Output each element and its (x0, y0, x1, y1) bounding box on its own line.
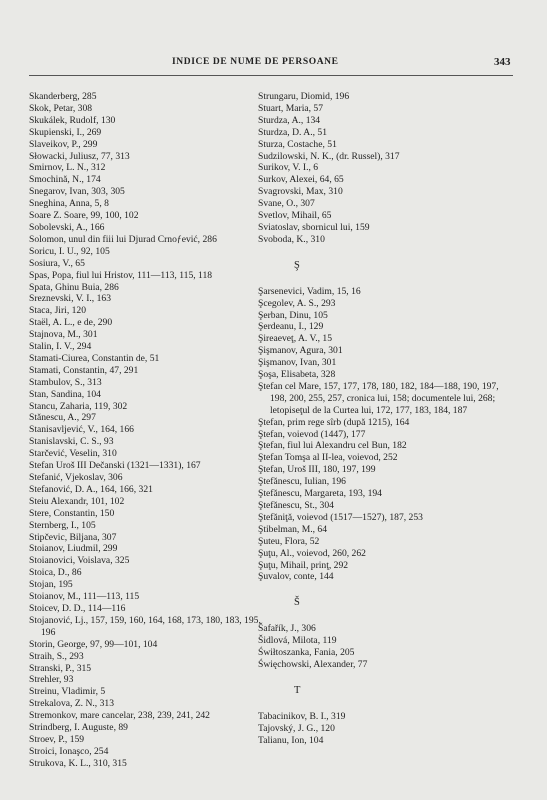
index-entry: Stefanić, Vjekoslav, 306 (29, 472, 123, 483)
index-entry: Stoicev, D. D., 114—116 (29, 602, 126, 614)
index-entry: Stanislavski, C. S., 93 (29, 436, 114, 448)
index-entry: Stroev, P., 159 (29, 733, 85, 745)
index-entry: Svoboda, K., 310 (258, 233, 325, 245)
index-entry: Stănescu, A., 297 (29, 412, 96, 424)
index-entry: Sneghina, Anna, 5, 8 (29, 198, 109, 210)
header-rule (29, 75, 513, 76)
letter-heading-t: T (294, 684, 301, 696)
index-entry: Sturdza, D. A., 51 (258, 126, 328, 138)
index-entry: Sviatoslav, sbornicul lui, 159 (258, 221, 370, 233)
index-entry: Spas, Popa, fiul lui Hristov, 111—113, 115, 118 (29, 269, 213, 281)
index-entry: Steiu Alexandr, 101, 102 (29, 495, 125, 507)
index-entry: Ştefănescu, St., 304 (258, 500, 334, 511)
index-entry: Smirnov, L. N., 312 (29, 162, 106, 174)
index-entry: Sosiura, V., 65 (29, 257, 85, 269)
index-entry: Solomon, unul din fiii lui Djurad Crnoƒević, 286 (29, 233, 217, 245)
index-entry: Snegarov, Ivan, 303, 305 (29, 186, 125, 198)
index-entry: Slaveikov, P., 299 (29, 138, 98, 150)
index-entry: Şuvalov, conte, 144 (258, 571, 334, 583)
index-column-right (258, 91, 516, 747)
index-entry: Strungaru, Diomid, 196 (258, 91, 350, 102)
index-entry: Staca, Jiri, 120 (29, 305, 87, 317)
index-entry: Staël, A. L., e de, 290 (29, 317, 113, 329)
index-entry: Stojan, 195 (29, 579, 73, 591)
index-entry: Straih, S., 293 (29, 650, 84, 662)
index-entry: Strindberg, I. Auguste, 89 (29, 722, 128, 734)
index-entry: Skok, Petar, 308 (29, 102, 93, 114)
index-entry: Sudzilowski, N. K., (dr. Russel), 317 (258, 150, 400, 162)
index-entry: Şişmanov, Agura, 301 (258, 345, 343, 357)
index-entry: Stajnova, M., 301 (29, 329, 98, 341)
index-entry: Şoşa, Elisabeta, 328 (258, 369, 336, 381)
index-entry: Storin, George, 97, 99—101, 104 (29, 638, 158, 650)
index-entry: Stamati-Ciurea, Constantin de, 51 (29, 352, 160, 364)
index-entry: Stoianovici, Voislava, 325 (29, 555, 130, 567)
index-entry: Şcegolev, A. S., 293 (258, 297, 336, 309)
index-entry: Stamati, Constantin, 47, 291 (29, 364, 139, 376)
index-entry: Ştefan, voievod (1447), 177 (258, 428, 366, 440)
index-entry: Święchowski, Alexander, 77 (258, 658, 368, 670)
index-entry: Şerban, Dinu, 105 (258, 309, 328, 321)
index-entry: Skukálek, Rudolf, 130 (29, 114, 116, 126)
index-entry: Ştefan Tomşa al II-lea, voievod, 252 (258, 452, 398, 464)
index-entry: Stefanović, D. A., 164, 166, 321 (29, 483, 153, 495)
index-entry: Surkov, Alexei, 64, 65 (258, 174, 344, 186)
index-entry: Stalin, I. V., 294 (29, 341, 92, 353)
index-entry: Surikov, V. I., 6 (258, 162, 319, 174)
index-entry: Stancu, Zaharia, 119, 302 (29, 400, 128, 412)
index-entry: Sternberg, I., 105 (29, 519, 96, 531)
index-entry: Strekalova, Z. N., 313 (29, 698, 114, 710)
index-entry: Šafařík, J., 306 (258, 623, 316, 635)
index-entry: Šidlová, Milota, 119 (258, 635, 337, 647)
index-entry: Strukova, K. L., 310, 315 (29, 757, 127, 769)
index-entry: Stremonkov, mare cancelar, 238, 239, 241, 242 (29, 710, 210, 722)
index-entry: Ştefan, fiul lui Alexandru cel Bun, 182 (258, 440, 407, 452)
index-entry: Ştefan, Uroš III, 180, 197, 199 (258, 464, 376, 476)
index-entry: Skupienski, I., 269 (29, 126, 102, 138)
index-entry: Şişmanov, Ivan, 301 (258, 357, 337, 369)
index-entry: Ştefăniţă, voievod (1517—1527), 187, 253 (258, 511, 423, 523)
index-entry: Stoianov, M., 111—113, 115 (29, 591, 140, 603)
index-entry: Svane, O., 307 (258, 198, 315, 210)
index-entry: Soricu, I. U., 92, 105 (29, 245, 110, 257)
index-entry: Spata, Ghinu Buia, 286 (29, 281, 119, 293)
running-title: INDICE DE NUME DE PERSOANE (172, 57, 339, 67)
index-column-left (29, 91, 269, 770)
index-entry: Stere, Constantin, 150 (29, 507, 115, 519)
index-entry: Skanderberg, 285 (29, 91, 97, 102)
index-entry: Stefan Uroš III Dečanski (1321—1331), 167 (29, 460, 201, 472)
index-entry: Sturza, Costache, 51 (258, 138, 337, 150)
index-entry: Świłtoszanka, Fania, 205 (258, 647, 355, 659)
index-entry: Ştefănescu, Iulian, 196 (258, 476, 346, 488)
letter-heading-s-caron: Š (294, 597, 300, 609)
index-entry: Stranski, P., 315 (29, 662, 92, 674)
index-entry: Şuţu, Al., voievod, 260, 262 (258, 547, 366, 559)
index-entry: Sreznevski, V. I., 163 (29, 293, 111, 305)
index-entry: Ştefan cel Mare, 157, 177, 178, 180, 182, 184—188, 190, 197, 198, 200, 255, 257, cronica lui, 158; documentele lui, 268; letopiseţul de la Curtea lui, 172, 177, 183, 184, 187 (258, 380, 499, 416)
index-entry: Soare Z. Soare, 99, 100, 102 (29, 210, 139, 222)
index-entry: Sturdza, A., 134 (258, 114, 321, 126)
index-entry: Stroici, Ionaşco, 254 (29, 745, 109, 757)
index-entry: Talianu, Ion, 104 (258, 734, 324, 746)
index-group-s-caron (258, 623, 516, 671)
letter-heading-s-comma: Ş (294, 259, 300, 271)
index-entry: Stan, Sandina, 104 (29, 388, 101, 400)
index-entry: Streinu, Vladimir, 5 (29, 686, 106, 698)
index-entry: Stoica, D., 86 (29, 567, 82, 579)
index-entry: Şuteu, Flora, 52 (258, 535, 320, 547)
page-header (0, 57, 547, 73)
index-entry: Stuart, Maria, 57 (258, 102, 324, 114)
index-entry: Stanisavljević, V., 164, 166 (29, 424, 134, 436)
index-entry: Ştefănescu, Margareta, 193, 194 (258, 488, 382, 500)
index-entry: Sobolevski, A., 166 (29, 221, 105, 233)
index-entry: Strehler, 93 (29, 674, 74, 686)
index-entry: Şireaeveţ, A. V., 15 (258, 333, 332, 345)
index-entry: Stipčevic, Biljana, 307 (29, 531, 117, 543)
index-entry: Ştibelman, M., 64 (258, 523, 328, 535)
index-group-t (258, 711, 516, 747)
index-entry: Svetlov, Mihail, 65 (258, 210, 332, 222)
index-entry: Şerdeanu, I., 129 (258, 321, 324, 333)
index-entry: Svagrovski, Max, 310 (258, 186, 343, 198)
index-entry: Smochină, N., 174 (29, 174, 101, 186)
index-entry: Şarsenevici, Vadim, 15, 16 (258, 285, 361, 297)
index-entry: Słowacki, Juliusz, 77, 313 (29, 150, 130, 162)
index-entry: Şuţu, Mihail, prinţ, 292 (258, 559, 349, 571)
index-entry: Stoianov, Liudmil, 299 (29, 543, 118, 555)
index-entry: Stojanović, Lj., 157, 159, 160, 164, 168, 173, 180, 183, 195, 196 (29, 614, 261, 638)
index-group-s (258, 91, 516, 246)
index-entry: Tajovský, J. G., 120 (258, 722, 335, 734)
page-number: 343 (494, 56, 511, 68)
index-entry: Starčević, Veselin, 310 (29, 448, 117, 460)
index-entry: Stambulov, S., 313 (29, 376, 102, 388)
index-entry: Tabacinikov, B. I., 319 (258, 710, 346, 722)
index-group-s-comma (258, 286, 516, 584)
index-entry: Ştefan, prim rege sîrb (după 1215), 164 (258, 416, 410, 428)
